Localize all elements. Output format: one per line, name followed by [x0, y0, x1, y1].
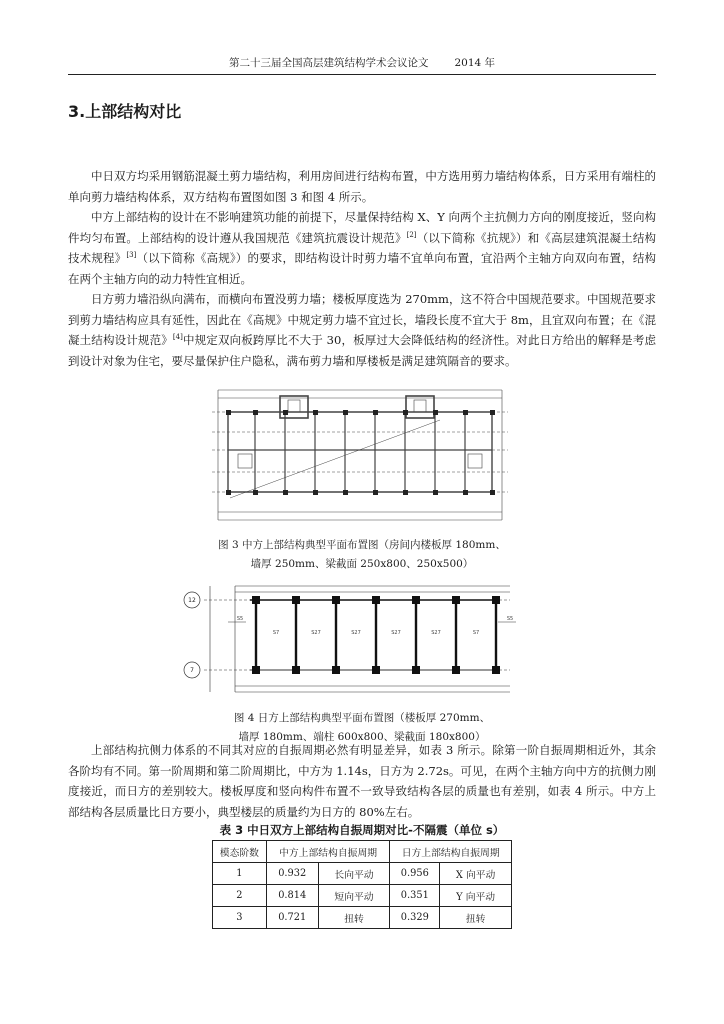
table-cell: 0.351: [390, 885, 440, 907]
figure-3-caption: [68, 536, 656, 574]
slab-label: S5: [236, 616, 244, 622]
citation-ref: [2]: [406, 230, 417, 239]
table-cell: 短向平动: [318, 885, 390, 907]
header-title: 第二十三届全国高层建筑结构学术会议论文: [228, 57, 429, 69]
table-header-cell: 中方上部结构自振周期: [266, 841, 390, 863]
paragraph-1-text: 中日双方均采用钢筋混凝土剪力墙结构，利用房间进行结构布置，中方选用剪力墙结构体系，日方采用有端柱的单向剪力墙结构体系，双方结构布置图如图 3 和图 4 所示。: [68, 169, 656, 204]
table-cell: 0.329: [390, 907, 440, 929]
paragraph-1: [68, 166, 656, 207]
paragraph-3: [68, 289, 656, 371]
paragraph-2-text-b: （以下简称《抗规》）和《高层建筑混凝土结构技术规程》: [68, 230, 657, 266]
paragraph-4: [68, 740, 656, 822]
table-cell: 0.932: [266, 863, 318, 885]
slab-label: S27: [391, 630, 401, 636]
paragraph-4-text: 上部结构抗侧力体系的不同其对应的自振周期必然有明显差异，如表 3 所示。除第一阶自振周期相近外，其余各阶均有不同。第一阶周期和第二阶周期比，中方为 1.14s，日方为 2.72s。可见，在两个主轴方向中方的抗侧力刚度接近，而日方的差别较大。楼板厚度和竖向构件布置不一致导致结构各层的质量也有差别，如表 4 所示。中方上部结构各层质量比日方要小，典型楼层的质量约为日方的 80%左右。: [68, 743, 656, 819]
table-header-cell: 模态阶数: [213, 841, 267, 863]
table-cell: X 向平动: [440, 863, 512, 885]
table-cell: 1: [213, 863, 267, 885]
section-title: 3.上部结构对比: [68, 102, 182, 121]
paragraph-2-text-a: 中方上部结构的设计在不影响建筑功能的前提下，尽量保持结构 X、Y 向两个主抗侧力方向的刚度接近，竖向构件均匀布置。上部结构的设计遵从我国规范《建筑抗震设计规范》: [68, 210, 656, 245]
axis-label-top: 12: [188, 597, 196, 604]
table-cell: 0.956: [390, 863, 440, 885]
slab-label: S7: [472, 630, 480, 636]
paragraph-3-text-a: 日方剪力墙沿纵向满布，而横向布置没剪力墙；楼板厚度选为 270mm，这不符合中国规范要求。中国规范要求到剪力墙结构应具有延性，因此在《高规》中规定剪力墙不宜过长，墙段长度不宜大于 8m，且宜双向布置；在《混凝土结构设计规范》: [68, 292, 656, 348]
table-row: [213, 863, 512, 885]
figure-3-caption-line-2: 墙厚 250mm、梁截面 250x800、250x500）: [250, 558, 474, 570]
slab-label: S7: [272, 630, 280, 636]
slab-label: S27: [311, 630, 321, 636]
citation-ref: [4]: [172, 333, 183, 342]
figure-4-caption-line-1: 图 4 日方上部结构典型平面布置图（楼板厚 270mm、: [233, 712, 491, 724]
table-cell: Y 向平动: [440, 885, 512, 907]
table-cell: 长向平动: [318, 863, 390, 885]
axis-label-bottom: 7: [190, 667, 194, 674]
running-header: [68, 56, 656, 75]
table-cell: 扭转: [318, 907, 390, 929]
table-cell: 0.721: [266, 907, 318, 929]
figure-3-caption-line-1: 图 3 中方上部结构典型平面布置图（房间内楼板厚 180mm、: [218, 539, 506, 551]
paragraph-2-text-c: （以下简称《高规》）的要求，即结构设计时剪力墙不宜单向布置，宜沿两个主轴方向双向布置，结构在两个主轴方向的动力特性宜相近。: [68, 251, 657, 286]
figure-3-floor-plan: [210, 380, 510, 530]
table-cell: 2: [213, 885, 267, 907]
table-3: [212, 840, 512, 929]
table-header-row: [213, 841, 512, 863]
table-3-title: 表 3 中日双方上部结构自振周期对比-不隔震（单位 s）: [219, 823, 505, 837]
paragraph-3-text-b: 中规定双向板跨厚比不大于 30，板厚过大会降低结构的经济性。对此日方给出的解释是考虑到设计对象为住宅，要尽量保护住户隐私，满布剪力墙和厚楼板是满足建筑隔音的要求。: [68, 333, 656, 368]
citation-ref: [3]: [126, 251, 137, 260]
header-year: 2014 年: [454, 57, 496, 69]
slab-label: S5: [506, 616, 514, 622]
table-cell: 扭转: [440, 907, 512, 929]
figure-4-floor-plan: [180, 582, 532, 707]
table-cell: 3: [213, 907, 267, 929]
table-row: [213, 907, 512, 929]
table-row: [213, 885, 512, 907]
slab-label: S27: [351, 630, 361, 636]
table-cell: 0.814: [266, 885, 318, 907]
slab-label: S27: [431, 630, 441, 636]
figure-4-caption-line-2: 墙厚 180mm、端柱 600x800、梁截面 180x800）: [238, 731, 486, 743]
table-header-cell: 日方上部结构自振周期: [390, 841, 512, 863]
paragraph-2: [68, 207, 656, 289]
